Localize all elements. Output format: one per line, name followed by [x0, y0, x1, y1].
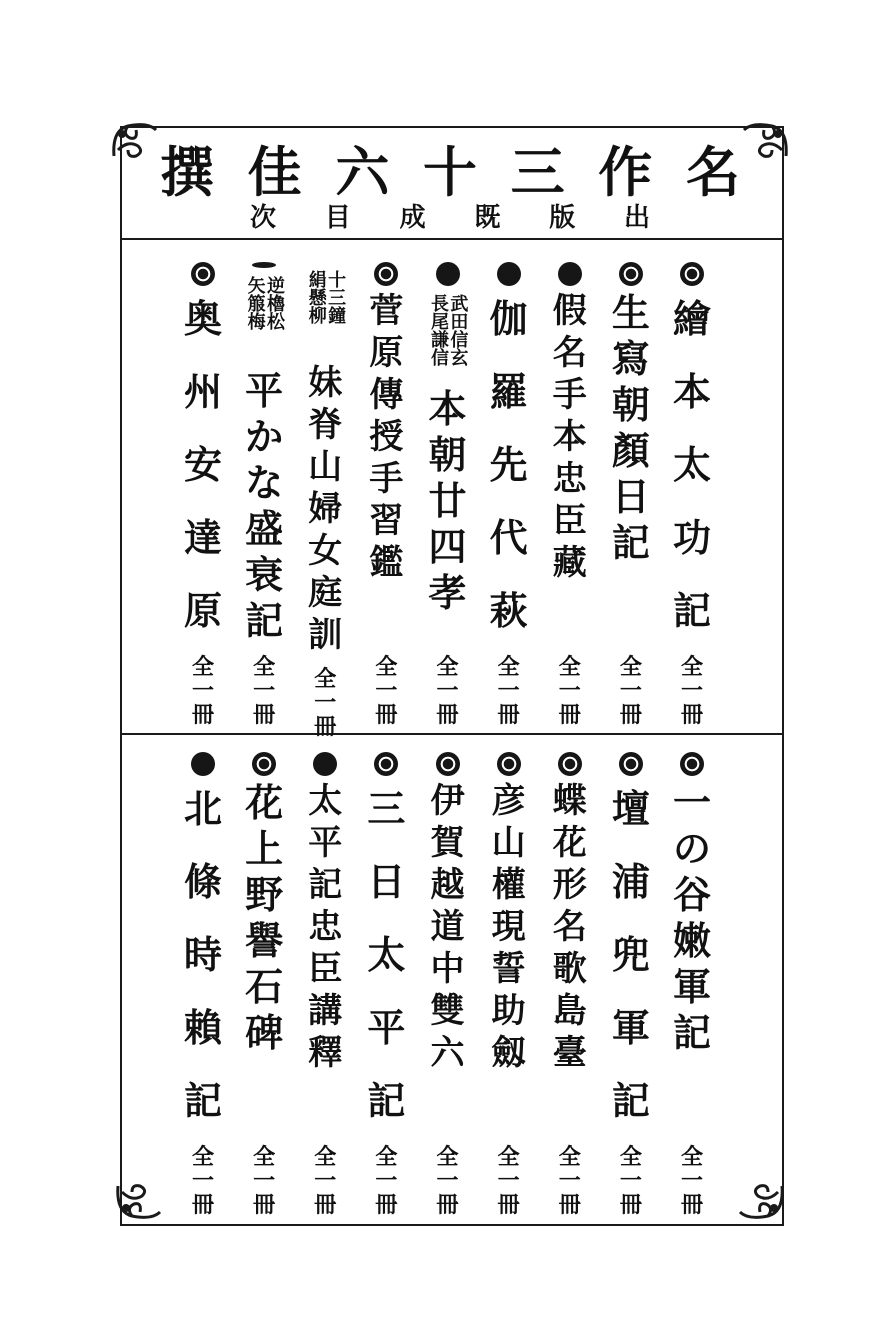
- entry-volume-char: 冊: [497, 1192, 520, 1218]
- entry-title-char: 中: [430, 949, 465, 989]
- entry-title-char: 條: [183, 859, 222, 904]
- entry-volume-char: 全: [314, 666, 337, 692]
- entry-volume-char: 冊: [253, 702, 276, 728]
- entry-volume: [559, 656, 581, 728]
- entry-volume-char: 冊: [619, 702, 642, 728]
- entry-volume-char: 全: [497, 654, 520, 680]
- entry-volume-char: 全: [375, 654, 398, 680]
- catalog-entry: [420, 748, 476, 1218]
- entry-subtitle: [429, 294, 467, 384]
- entry-volume-char: 全: [680, 1144, 703, 1170]
- entry-subtitle-line: 長尾謙信: [427, 294, 449, 366]
- entry-title-char: 彦: [491, 781, 526, 821]
- entry-volume-char: 一: [558, 678, 581, 704]
- entry-title-char: 生: [611, 290, 650, 335]
- entry-title: [612, 784, 650, 1136]
- ornament-bullet-icon: [497, 262, 521, 286]
- entry-subtitle: [305, 270, 347, 360]
- entry-title-char: 石: [245, 964, 284, 1009]
- entry-title-char: 傳: [369, 375, 404, 415]
- entry-volume-char: 全: [680, 654, 703, 680]
- entry-title-char: 假: [552, 291, 587, 331]
- ornament-bullet-icon: [436, 752, 460, 776]
- title-char: 作: [598, 140, 653, 204]
- entry-volume-char: 冊: [375, 1192, 398, 1218]
- entry-title-char: 女: [308, 531, 343, 571]
- entry-volume-char: 冊: [375, 702, 398, 728]
- entry-title-char: 臣: [552, 501, 587, 541]
- ornament-bullet-icon: [191, 262, 215, 286]
- entry-volume-char: 冊: [558, 702, 581, 728]
- ornament-bullet-icon: [191, 752, 215, 776]
- entry-volume: [436, 656, 458, 728]
- entry-title-char: 原: [369, 333, 404, 373]
- entry-title: [673, 294, 711, 646]
- entry-title-char: 萩: [489, 588, 528, 633]
- catalog-entry: [175, 258, 231, 728]
- entry-title: [308, 781, 343, 1136]
- entry-title-char: 譽: [245, 918, 284, 963]
- entry-title-char: 兜: [611, 932, 650, 977]
- catalog-entry: [481, 748, 537, 1218]
- entry-title-char: 臺: [552, 1033, 587, 1073]
- entry-title-char: 三: [367, 786, 406, 831]
- entry-volume-char: 冊: [314, 714, 337, 740]
- page-title: [160, 140, 740, 204]
- entry-title-char: 功: [672, 515, 711, 560]
- entry-title-char: 安: [183, 442, 222, 487]
- entry-volume-char: 冊: [436, 1192, 459, 1218]
- entry-title-char: 歌: [552, 949, 587, 989]
- title-char: 十: [422, 140, 477, 204]
- title-char: 三: [510, 140, 565, 204]
- entry-title: [184, 784, 222, 1136]
- entry-subtitle-line: 矢箙梅: [244, 276, 266, 330]
- entry-volume-char: 冊: [680, 1192, 703, 1218]
- entry-volume-char: 冊: [253, 1192, 276, 1218]
- entry-title-char: 藏: [552, 543, 587, 583]
- entry-title-char: 太: [672, 442, 711, 487]
- title-char: 佳: [247, 140, 302, 204]
- entry-title-char: 本: [552, 417, 587, 457]
- entry-volume-char: 冊: [558, 1192, 581, 1218]
- entry-title-char: 記: [308, 865, 343, 905]
- ornament-bullet-icon: [313, 752, 337, 776]
- entry-title-char: 形: [552, 865, 587, 905]
- entry-title: [552, 781, 587, 1136]
- entry-title-char: 廿: [428, 478, 467, 523]
- entry-title-char: 浦: [611, 859, 650, 904]
- entry-title-char: 花: [245, 780, 284, 825]
- entry-volume-char: 全: [191, 654, 214, 680]
- entry-volume: [314, 1146, 336, 1218]
- title-char: 撰: [160, 140, 214, 204]
- entry-title-char: 誓: [491, 949, 526, 989]
- entry-title-char: 日: [367, 859, 406, 904]
- entry-subtitle: [245, 276, 283, 366]
- ornament-bullet-icon: [374, 262, 398, 286]
- entry-title: [245, 780, 284, 1136]
- entry-volume-char: 冊: [680, 702, 703, 728]
- entry-volume-char: 一: [558, 1168, 581, 1194]
- entry-title: [490, 294, 528, 646]
- subtitle-char: 版: [549, 203, 576, 233]
- entry-title-char: 庭: [308, 573, 343, 613]
- catalog-row-2: [175, 748, 720, 1218]
- entry-title-char: 臣: [308, 949, 343, 989]
- subtitle-char: 出: [623, 203, 650, 233]
- entry-volume-char: 一: [375, 1168, 398, 1194]
- entry-title-char: 習: [369, 501, 404, 541]
- catalog-entry: [297, 258, 353, 740]
- entry-title-char: 山: [308, 447, 343, 487]
- catalog-entry: [481, 258, 537, 728]
- catalog-entry: [420, 258, 476, 728]
- entry-title-char: 忠: [308, 907, 343, 947]
- entry-title-char: 先: [489, 442, 528, 487]
- entry-volume-char: 冊: [497, 702, 520, 728]
- entry-volume-char: 全: [314, 1144, 337, 1170]
- catalog-entry: [542, 748, 598, 1218]
- entry-title-char: 太: [308, 781, 343, 821]
- entry-title-char: 講: [308, 991, 343, 1031]
- entry-volume-char: 全: [497, 1144, 520, 1170]
- entry-title: [672, 780, 711, 1136]
- entry-title: [305, 270, 347, 658]
- entry-title-char: 朝: [428, 432, 467, 477]
- entry-title-char: な: [245, 460, 284, 505]
- entry-volume-char: 全: [253, 1144, 276, 1170]
- entry-title-char: 脊: [308, 405, 343, 445]
- entry-title-char: 衰: [245, 552, 284, 597]
- entry-volume-char: 全: [253, 654, 276, 680]
- entry-title-char: 軍: [672, 964, 711, 1009]
- entry-title-char: 伽: [489, 296, 528, 341]
- entry-title-char: か: [245, 414, 284, 459]
- entry-title-char: 婦: [308, 489, 343, 529]
- entry-title-char: 一: [672, 780, 711, 825]
- entry-volume-char: 一: [436, 678, 459, 704]
- entry-title-char: 谷: [672, 872, 711, 917]
- ornament-bullet-icon: [436, 262, 460, 286]
- entry-volume-char: 全: [619, 1144, 642, 1170]
- entry-volume-char: 冊: [436, 702, 459, 728]
- entry-title-char: 北: [183, 786, 222, 831]
- entry-title-char: 釋: [308, 1033, 343, 1073]
- entry-title-char: 手: [552, 375, 587, 415]
- title-char: 名: [685, 140, 740, 204]
- ornament-bullet-icon: [619, 752, 643, 776]
- entry-title-char: 鑑: [369, 543, 404, 583]
- catalog-entry: [664, 258, 720, 728]
- entry-title-char: 名: [552, 333, 587, 373]
- entry-volume-char: 一: [253, 678, 276, 704]
- subtitle-char: 成: [399, 203, 426, 233]
- entry-volume-char: 冊: [619, 1192, 642, 1218]
- entry-volume: [192, 1146, 214, 1218]
- entry-title-char: 軍: [611, 1005, 650, 1050]
- entry-title-char: 達: [183, 515, 222, 560]
- entry-volume: [681, 656, 703, 728]
- subtitle-char: 目: [324, 203, 351, 233]
- entry-title-char: 賴: [183, 1005, 222, 1050]
- entry-title: [367, 784, 405, 1136]
- entry-title-char: 野: [245, 872, 284, 917]
- entry-title-char: 記: [611, 1078, 650, 1123]
- entry-volume-char: 一: [314, 1168, 337, 1194]
- entry-title-char: 花: [552, 823, 587, 863]
- entry-volume: [375, 1146, 397, 1218]
- entry-title-char: 記: [611, 520, 650, 565]
- catalog-entry: [297, 748, 353, 1218]
- entry-title: [491, 781, 526, 1136]
- entry-volume-char: 一: [436, 1168, 459, 1194]
- entry-title-char: 太: [367, 932, 406, 977]
- entry-volume-char: 一: [314, 690, 337, 716]
- entry-title-char: 平: [367, 1005, 406, 1050]
- entry-volume-char: 一: [619, 1168, 642, 1194]
- entry-title-char: 越: [430, 865, 465, 905]
- entry-title-char: 本: [672, 369, 711, 414]
- corner-ornament-top-left: [108, 116, 160, 162]
- entry-title-char: 壇: [611, 786, 650, 831]
- entry-title-char: 記: [245, 598, 284, 643]
- entry-title-char: 平: [308, 823, 343, 863]
- entry-title-char: 代: [489, 515, 528, 560]
- catalog-entry: [175, 748, 231, 1218]
- entry-title-char: 記: [672, 1010, 711, 1055]
- entry-title-char: 平: [245, 368, 284, 413]
- entry-title: [369, 291, 404, 646]
- entry-title-char: 原: [183, 588, 222, 633]
- entry-subtitle-line: 逆櫓松: [263, 276, 285, 330]
- entry-volume-char: 一: [191, 1168, 214, 1194]
- entry-volume: [620, 1146, 642, 1218]
- entry-title-char: 賀: [430, 823, 465, 863]
- ornament-bullet-icon: [558, 752, 582, 776]
- entry-title-char: 現: [491, 907, 526, 947]
- catalog-entry: [542, 258, 598, 728]
- entry-title-char: 助: [491, 991, 526, 1031]
- entry-volume-char: 全: [375, 1144, 398, 1170]
- entry-volume-char: 一: [680, 1168, 703, 1194]
- entry-title-char: 菅: [369, 291, 404, 331]
- corner-ornament-top-right: [740, 116, 792, 162]
- entry-title-char: 奥: [183, 296, 222, 341]
- entry-volume-char: 一: [253, 1168, 276, 1194]
- ornament-bullet-icon: [619, 262, 643, 286]
- entry-subtitle-line: 武田信玄: [447, 294, 469, 366]
- entry-title-char: 權: [491, 865, 526, 905]
- entry-title-char: 州: [183, 369, 222, 414]
- entry-title-char: 寫: [611, 336, 650, 381]
- catalog-entry: [358, 748, 414, 1218]
- entry-volume-char: 全: [619, 654, 642, 680]
- entry-title-char: 劔: [491, 1033, 526, 1073]
- title-char: 六: [335, 140, 390, 204]
- entry-volume-char: 全: [436, 1144, 459, 1170]
- entry-title: [184, 294, 222, 646]
- entry-volume-char: 全: [191, 1144, 214, 1170]
- entry-volume: [498, 1146, 520, 1218]
- ornament-bullet-icon: [680, 262, 704, 286]
- entry-volume-char: 全: [558, 654, 581, 680]
- entry-volume: [253, 656, 275, 728]
- entry-title-char: 顏: [611, 428, 650, 473]
- ornament-bullet-icon: [497, 752, 521, 776]
- entry-volume: [314, 668, 336, 740]
- entry-volume-char: 冊: [314, 1192, 337, 1218]
- entry-volume: [192, 656, 214, 728]
- entry-volume-char: 一: [619, 678, 642, 704]
- entry-title-char: 繪: [672, 296, 711, 341]
- entry-title-char: 四: [428, 524, 467, 569]
- catalog-entry: [236, 258, 292, 728]
- catalog-entry: [603, 748, 659, 1218]
- entry-title-char: 記: [672, 588, 711, 633]
- entry-title-char: 孝: [428, 570, 467, 615]
- entry-title-char: 朝: [611, 382, 650, 427]
- entry-volume: [681, 1146, 703, 1218]
- entry-title-char: 日: [611, 474, 650, 519]
- entry-title-char: 授: [369, 417, 404, 457]
- entry-volume-char: 一: [680, 678, 703, 704]
- header-divider: [122, 238, 782, 240]
- entry-title-char: 雙: [430, 991, 465, 1031]
- entry-volume-char: 一: [497, 678, 520, 704]
- entry-title: [245, 276, 283, 646]
- entry-volume-char: 全: [558, 1144, 581, 1170]
- entry-title-char: 六: [430, 1033, 465, 1073]
- entry-volume: [375, 656, 397, 728]
- entry-title: [430, 781, 465, 1136]
- entry-volume-char: 一: [375, 678, 398, 704]
- entry-title-char: 訓: [308, 615, 343, 655]
- entry-volume-char: 一: [497, 1168, 520, 1194]
- entry-title-char: 記: [183, 1078, 222, 1123]
- corner-ornament-bottom-right: [736, 1180, 788, 1226]
- subtitle-char: 次: [250, 203, 277, 233]
- ornament-bullet-icon: [252, 262, 276, 268]
- corner-ornament-bottom-left: [112, 1180, 164, 1226]
- entry-title-char: 蝶: [552, 781, 587, 821]
- entry-title-char: 忠: [552, 459, 587, 499]
- ornament-bullet-icon: [680, 752, 704, 776]
- entry-title-char: 道: [430, 907, 465, 947]
- entry-volume-char: 全: [436, 654, 459, 680]
- entry-title-char: 時: [183, 932, 222, 977]
- entry-title-char: 山: [491, 823, 526, 863]
- row-divider: [122, 733, 782, 735]
- entry-volume-char: 冊: [191, 1192, 214, 1218]
- subtitle-char: 既: [474, 203, 501, 233]
- entry-title-char: 上: [245, 826, 284, 871]
- entry-volume: [436, 1146, 458, 1218]
- catalog-entry: [236, 748, 292, 1218]
- entry-title-char: 盛: [245, 506, 284, 551]
- entry-volume: [253, 1146, 275, 1218]
- entry-title-char: 手: [369, 459, 404, 499]
- ornament-bullet-icon: [252, 752, 276, 776]
- ornament-bullet-icon: [374, 752, 398, 776]
- entry-volume-char: 一: [191, 678, 214, 704]
- entry-title-char: 羅: [489, 369, 528, 414]
- entry-subtitle-line: 絹懸柳: [305, 270, 327, 324]
- catalog-row-1: [175, 258, 720, 740]
- entry-title-char: 島: [552, 991, 587, 1031]
- catalog-entry: [664, 748, 720, 1218]
- entry-title-char: の: [672, 826, 711, 871]
- entry-volume: [559, 1146, 581, 1218]
- entry-title-char: 碑: [245, 1010, 284, 1055]
- catalog-entry: [603, 258, 659, 728]
- page-subtitle: [250, 202, 650, 234]
- entry-title: [611, 290, 650, 646]
- entry-title-char: 記: [367, 1078, 406, 1123]
- entry-volume: [498, 656, 520, 728]
- entry-title-char: 伊: [430, 781, 465, 821]
- ornament-bullet-icon: [558, 262, 582, 286]
- entry-title-char: 本: [428, 386, 467, 431]
- entry-volume-char: 冊: [191, 702, 214, 728]
- entry-title-char: 名: [552, 907, 587, 947]
- entry-subtitle-line: 十三鐘: [325, 270, 347, 324]
- entry-title-char: 妹: [308, 363, 343, 403]
- entry-title-char: 嫩: [672, 918, 711, 963]
- entry-title: [552, 291, 587, 646]
- catalog-entry: [358, 258, 414, 728]
- entry-title: [427, 294, 469, 646]
- entry-volume: [620, 656, 642, 728]
